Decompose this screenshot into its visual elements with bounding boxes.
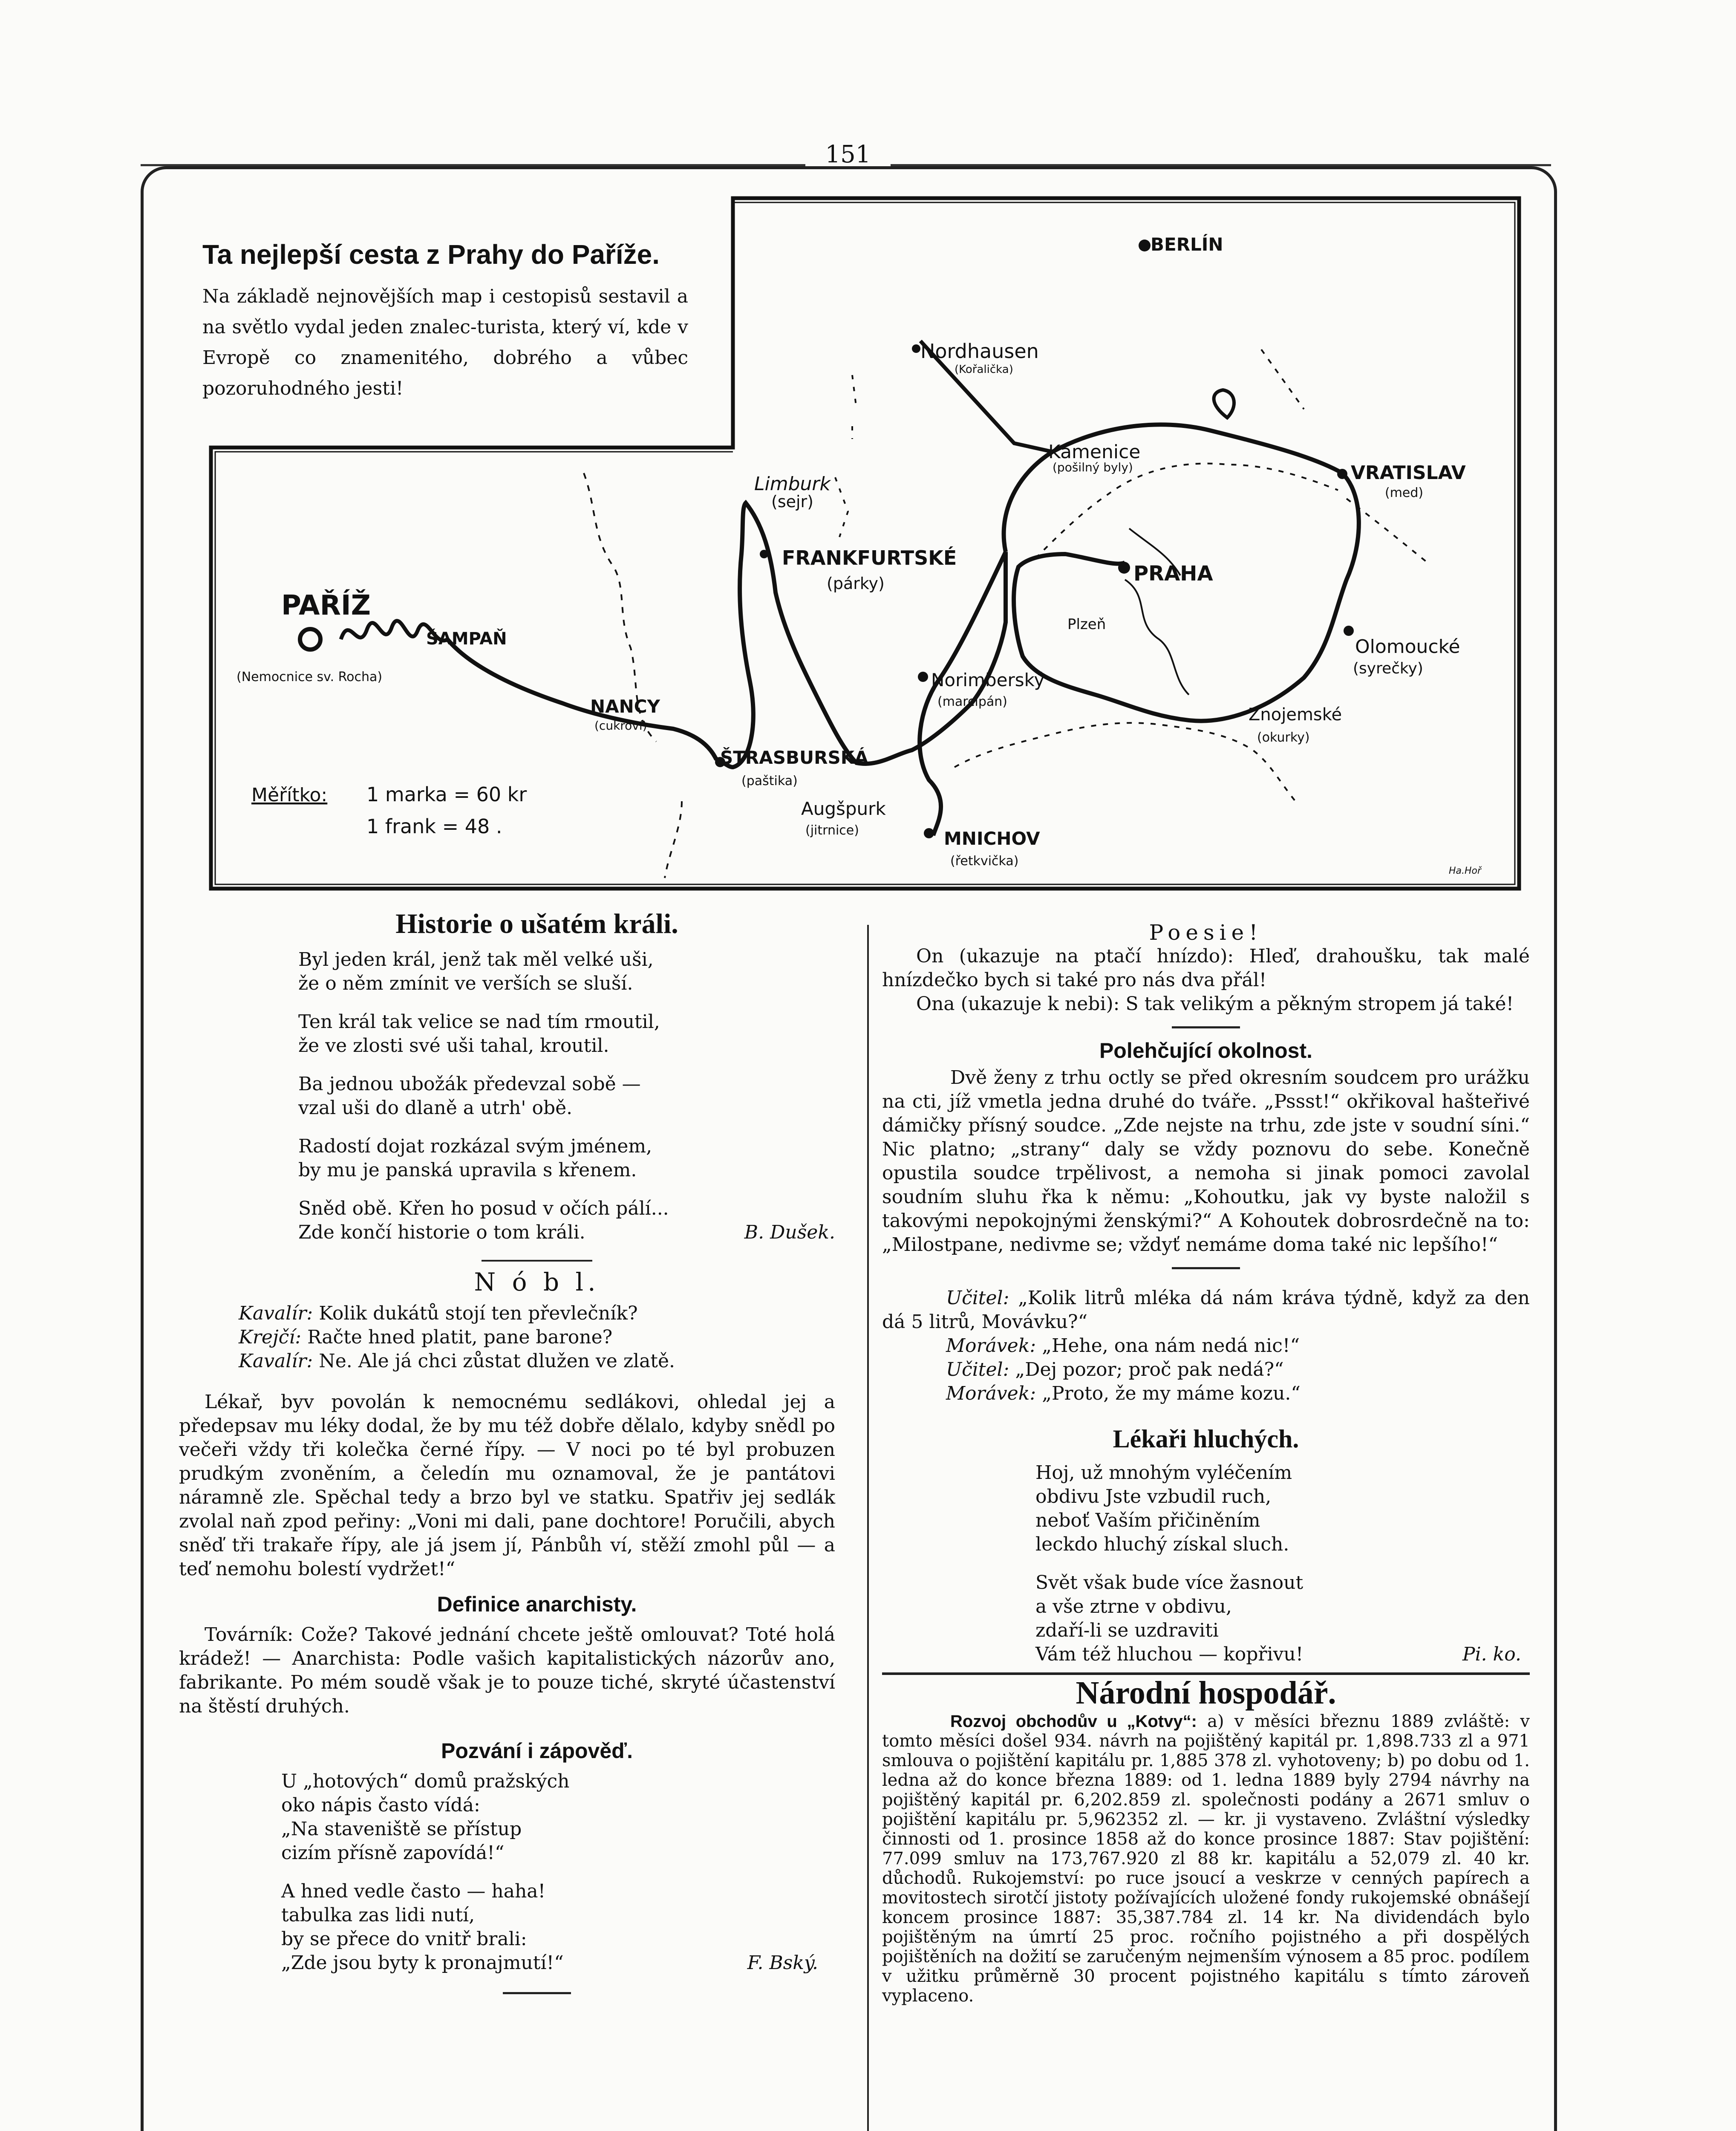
map-label-nancy: NANCY: [590, 696, 660, 717]
border-2: [665, 801, 682, 878]
nobl-speaker: Kavalír:: [239, 1350, 313, 1372]
poem1-line: Ba jednou ubožák předevzal sobě —: [298, 1073, 641, 1095]
poem1-line: by mu je panská upravila s křenem.: [298, 1159, 637, 1181]
map-label-parisz-note: (Nemocnice sv. Rocha): [236, 670, 383, 684]
poem1-title: Historie o ušatém králi.: [395, 908, 678, 939]
border-5: [955, 723, 1295, 801]
lekari-line: obdivu Jste vzbudil ruch,: [1035, 1486, 1272, 1507]
map-label-mnichov-note: (řetkvička): [950, 854, 1019, 869]
route-praha-mnichov: [920, 552, 1006, 835]
frankfurtske-marker: [760, 550, 768, 558]
polehcujici-title: Polehčující okolnost.: [1099, 1039, 1313, 1063]
ucitel-speaker: Morávek:: [946, 1383, 1036, 1404]
nobl-dialogue: [239, 1302, 835, 1373]
map-label-nordhausen-note: (Kořalička): [955, 363, 1013, 376]
lekari-line: Hoj, už mnohým vyléčením: [1035, 1462, 1292, 1484]
map-intro-box: [202, 239, 688, 404]
map-label-olomoucke: Olomoucké: [1355, 636, 1460, 658]
lekar-anecdote: Lékař, byv povolán k nemocnému sedlákovi, ohledal jej a předepsav mu léky dodal, že by mu též dobře dělalo, kdyby snědl po večeři vždy tři kolečka černé řípy. — V noci po té byl probuzen prudkým zvoněním, a čeledín mu oznamoval, že je pantátovi náramně zle. Spěchal tedy a brzo byl ve statku. Spatřiv jej sedlák zvolal naň zpod peřiny: „Voni mi dali, pane dochtore! Poručili, abych sněď tři trakaře řípy, ale já jsem jí, Pánbůh ví, stěží zmohl půl — a teď nemohu bolestí vydržet!“: [179, 1391, 835, 1580]
map-label-frankfurtske-note: (párky): [827, 574, 885, 593]
olomoucke-marker: [1344, 626, 1354, 636]
map-label-nancy-note: (cukroví): [594, 719, 647, 733]
right-column: [882, 921, 1530, 2006]
map-label-nordhausen: Nordhausen: [920, 340, 1039, 363]
map-label-vratislav: VRATISLAV: [1351, 462, 1466, 484]
ucitel-text: „Hehe, ona nám nedá nic!“: [1042, 1335, 1300, 1357]
ucitel-speaker: Učitel:: [946, 1287, 1009, 1309]
lekari-author: Pi. ko.: [1462, 1643, 1521, 1665]
map-label-olomoucke-note: (syrečky): [1353, 660, 1423, 677]
map-label-limburk: Limburk: [754, 473, 831, 495]
nobl-speaker: Kavalír:: [239, 1302, 313, 1324]
map-label-berlin: BERLÍN: [1151, 234, 1223, 255]
ornament-divider: [1172, 1267, 1240, 1269]
column-divider: [867, 925, 869, 2131]
narodni-subtitle: Rozvoj obchodův u „Kotvy“:: [950, 1712, 1197, 1731]
pozvani-line: oko nápis často vídá:: [281, 1794, 480, 1816]
poem1-line: Ten král tak velice se nad tím rmoutil,: [298, 1011, 660, 1033]
pozvani-author: F. Bský.: [747, 1952, 818, 1974]
narodni-text: a) v měsíci březnu 1889 zvláště: v tomto měsíci došel 934. návrh na pojištěný kapitál pr. 1,898.733 zl a 971 smlouva o pojištění kapitálu pr. 1,885 378 zl. vyhotoveny; b) po dobu od 1. ledna až do konce března 1889: od 1. ledna 1889 byly 2794 návrhy na pojištěný kapitál pr. 6,202.859 zl. společnosti podány a 2671 smluv o pojištění kapitálu pr. 5,962352 zl. — kr. ji vystaveno. Zvláštní výsledky činnosti od 1. prosince 1858 až do konce prosince 1887: Stav pojištění: 77.099 smluv na 173,767.920 zl 88 kr. kapitálu a 52,079 zl. 40 kr. důchodů. Rukojemství: po ruce jsoucí a veskrze v cenných papírech a movitostech sirotčí jistoty požívajících uložené fondy rukojemské obnášejí koncem prosince 1887: 35,387.784 zl. 14 kr. Na dividendách bylo pojištěným na úmrtí 25 proc. ročního pojistného a při dospělých pojištěních na dožití se zaručeným nejmenším výnosem a 85 proc. podílem v užitku průměrně 30 procent pojistného kapitálu s tímto zároveň vyplaceno.: [882, 1712, 1530, 2006]
pozvani-line: „Na staveniště se přístup: [281, 1818, 522, 1840]
left-column: [179, 908, 835, 1994]
pozvani-line: by se přece do vnitř brali:: [281, 1928, 527, 1950]
poesie-line1: On (ukazuje na ptačí hnízdo): Hleď, drahoušku, tak malé hnízdečko bych si také pro nás dva přál!: [882, 945, 1530, 991]
map-label-mnichov: MNICHOV: [944, 828, 1040, 849]
lekari-line: leckdo hluchý získal sluch.: [1035, 1533, 1289, 1555]
nobl-speaker: Krejčí:: [239, 1326, 302, 1348]
map-label-sampan: ŠAMPAŇ: [426, 629, 507, 649]
pozvani-title: Pozvání i zápověď.: [441, 1739, 633, 1763]
mnichov-marker: [924, 828, 934, 838]
poem1-line: Radostí dojat rozkázal svým jménem,: [298, 1135, 652, 1157]
map-label-znojemske-note: (okurky): [1257, 730, 1310, 745]
narodni-paragraph: [882, 1712, 1530, 2006]
poem1-body: [298, 948, 835, 1245]
nobl-text: Račte hned platit, pane barone?: [307, 1326, 613, 1348]
lekari-line: a vše ztrne v obdivu,: [1035, 1596, 1232, 1617]
map-label-plzen: Plzeň: [1067, 616, 1106, 633]
map-label-limburk-note: (sejr): [771, 492, 814, 511]
map-scale-line2: 1 frank = 48 .: [366, 815, 502, 838]
map-signature: Ha.Hoř: [1449, 866, 1482, 876]
poem1-line: Zde končí historie o tom králi.: [298, 1221, 585, 1243]
ucitel-text: „Dej pozor; proč pak nedá?“: [1015, 1359, 1284, 1380]
map-label-parisz: PAŘÍŽ: [281, 590, 371, 621]
map-label-augspurk: Augšpurk: [801, 798, 886, 819]
pozvani-line: U „hotových“ domů pražských: [281, 1770, 570, 1792]
ucitel-dialogue: [882, 1286, 1530, 1406]
rivers: [1125, 528, 1189, 695]
map-label-norimbersky-note: (marcipán): [937, 694, 1007, 709]
nobl-title: N ó b l.: [474, 1268, 600, 1297]
border-6: [1261, 349, 1304, 409]
lekari-line: Svět však bude více žasnout: [1035, 1572, 1303, 1594]
poem1-line: vzal uši do dlaně a utrh' obě.: [298, 1097, 573, 1119]
polehcujici-text: Dvě ženy z trhu octly se před okresním soudcem pro urážku na cti, jíž vmetla jedna druhé do tváře. „Pssst!“ okřikoval hašteřivé dámičky přísný soudce. „Zde nejste na trhu, zde jste v soudní síni.“ Nic platno; „strany“ daly se vždy poznovu do sebe. Konečně opustila soudce trpělivost, a nemoha si jinak pomoci zavolal soudním sluhu řka k němu: „Kohoutku, jak vy byste naložil s takovými nepokojnými ženskými?“ A Kohoutek dobrosrdečně na to: „Milostpane, nedivme se; vždyť nemáme doma také nic lepšího!“: [882, 1067, 1530, 1256]
poem1-author: B. Dušek.: [744, 1221, 835, 1243]
pozvani-body: [281, 1770, 835, 1975]
poesie-title: Poesie!: [1149, 920, 1263, 945]
map-label-kamenice: Kamenice: [1048, 441, 1141, 463]
map-label-strasburska: ŠTRASBURSKÁ: [720, 747, 868, 768]
nobl-text: Kolik dukátů stojí ten převlečník?: [319, 1302, 638, 1324]
route-knot: [1214, 390, 1234, 418]
parisz-marker: [300, 629, 320, 650]
map-scale-line1: 1 marka = 60 kr: [366, 783, 527, 806]
lekari-body: [1035, 1461, 1530, 1666]
pozvani-line: cizím přísně zapovídá!“: [281, 1842, 505, 1864]
end-divider: [503, 1992, 571, 1994]
map-label-vratislav-note: (med): [1385, 485, 1424, 500]
map-scale-label: Měřítko:: [251, 784, 328, 806]
lekari-line: Vám též hluchou — kopřivu!: [1035, 1643, 1303, 1665]
map-figure: [0, 0, 1736, 916]
lekari-line: neboť Vaším přičiněním: [1035, 1510, 1260, 1531]
map-label-praha: PRAHA: [1133, 562, 1213, 586]
praha-marker: [1118, 562, 1130, 574]
poesie-line2: Ona (ukazuje k nebi): S tak velikým a pěkným stropem já také!: [916, 993, 1514, 1015]
definice-text: Továrník: Cože? Takové jednání chcete ještě omlouvat? Toté holá krádež! — Anarchista: Podle vašich kapitalistických názorův ano, fabrikante. Po mém soudě však je to pouze tiché, skryté účastenství na štěstí druhých.: [179, 1624, 835, 1717]
ucitel-speaker: Morávek:: [946, 1335, 1036, 1357]
definice-title: Definice anarchisty.: [437, 1592, 637, 1616]
poem1-line: Byl jeden král, jenž tak měl velké uši,: [298, 949, 654, 970]
pozvani-line: „Zde jsou byty k pronajmutí!“: [281, 1952, 564, 1974]
ornament-divider: [1172, 1026, 1240, 1028]
map-intro: Na základě nejnovějších map i cestopisů sestavil a na světlo vydal jeden znalec-turista, který ví, kde v Evropě co znamenitého, dobrého a vůbec pozoruhodného jesti!: [202, 286, 688, 399]
map-label-norimbersky: Norimberský: [931, 670, 1045, 690]
map-label-kamenice-note: (pošilný byly): [1053, 460, 1133, 474]
map-label-augspurk-note: (jitrnice): [805, 823, 859, 838]
ucitel-text: „Proto, že my máme kozu.“: [1042, 1383, 1301, 1404]
poem1-line: Sněd obě. Křen ho posud v očích pálí...: [298, 1198, 669, 1219]
border-3: [835, 375, 856, 537]
narodni-title: Národní hospodář.: [1076, 1675, 1336, 1711]
lekari-title: Lékaři hluchých.: [1113, 1425, 1299, 1453]
nordhausen-marker: [912, 344, 920, 353]
berlin-marker: [1139, 240, 1151, 251]
map-label-frankfurtske: FRANKFURTSKÉ: [782, 546, 957, 569]
nobl-text: Ne. Ale já chci zůstat dlužen ve zlatě.: [319, 1350, 675, 1372]
map-title: Ta nejlepší cesta z Prahy do Paříže.: [202, 239, 660, 270]
lekari-line: zdaří-li se uzdraviti: [1035, 1620, 1219, 1641]
map-label-strasburska-note: (paštika): [741, 774, 798, 788]
ucitel-speaker: Učitel:: [946, 1359, 1009, 1380]
ornament-divider: [482, 1260, 592, 1262]
poem1-line: že ve zlosti své uši tahal, kroutil.: [298, 1035, 609, 1057]
map-label-znojemske: Znojemské: [1249, 705, 1342, 725]
page-number: 151: [825, 141, 871, 168]
poem1-line: že o něm zmínit ve verších se sluší.: [298, 973, 633, 994]
pozvani-line: A hned vedle často — haha!: [281, 1880, 546, 1902]
norimbersky-marker: [918, 672, 928, 682]
vratislav-marker: [1337, 469, 1347, 479]
pozvani-line: tabulka zas lidi nutí,: [281, 1904, 475, 1926]
ucitel-text: „Kolik litrů mléka dá nám kráva týdně, když za den dá 5 litrů, Movávku?“: [882, 1287, 1530, 1333]
